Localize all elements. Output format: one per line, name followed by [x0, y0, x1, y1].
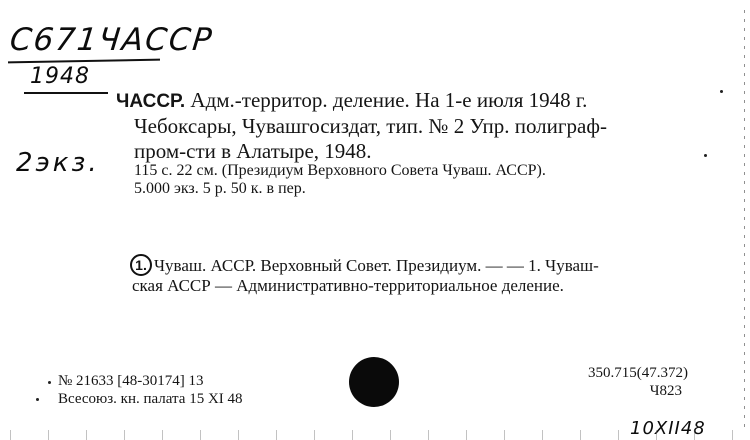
- entry-body: [116, 88, 607, 164]
- subject-line-2: ская АССР — Административно-территориальное деление.: [132, 276, 564, 295]
- cutter-number: Ч823: [649, 383, 682, 399]
- entry-heading: ЧАССР.: [116, 91, 186, 112]
- classification-number: 350.715(47.372): [588, 365, 688, 381]
- handwritten-date-note: 10ХII48: [630, 418, 706, 439]
- subject-line-1: Чуваш. АССР. Верховный Совет. Президиум. — — 1. Чуваш-: [154, 256, 599, 275]
- call-number-underline: [8, 59, 160, 64]
- speck: [48, 381, 51, 384]
- physical-line-2: 5.000 экз. 5 р. 50 к. в пер.: [134, 180, 306, 197]
- year-underline: [24, 92, 108, 94]
- handwritten-call-number: C671ЧАССР: [8, 22, 216, 58]
- footer-classification: [588, 364, 688, 400]
- speck: [720, 90, 723, 93]
- entry-physical-description: [134, 162, 546, 198]
- record-number: № 21633 [48-30174] 13: [58, 373, 204, 389]
- entry-imprint-line-2: пром-сти в Алатыре, 1948.: [134, 139, 372, 163]
- subject-number-badge: 1.: [130, 254, 152, 276]
- card-punch-hole: [349, 357, 399, 407]
- entry-imprint-line: Чебоксары, Чувашгосиздат, тип. № 2 Упр. полиграф-: [134, 114, 607, 138]
- handwritten-year: 1948: [30, 64, 90, 89]
- entry-title-line: [116, 88, 607, 114]
- physical-line-1: 115 с. 22 см. (Президиум Верховного Совета Чуваш. АССР).: [134, 162, 546, 179]
- subject-tracing: [132, 256, 599, 296]
- handwritten-copies: 2экз.: [16, 148, 100, 178]
- footer-record: [58, 372, 243, 408]
- speck: [704, 154, 707, 157]
- book-chamber-stamp: Всесоюз. кн. палата 15 XI 48: [58, 391, 243, 407]
- card-bottom-ticks: [10, 430, 740, 440]
- card-edge-line: [744, 10, 745, 430]
- entry-title: Адм.-территор. деление. На 1-е июля 1948 г.: [190, 88, 588, 112]
- speck: [36, 398, 39, 401]
